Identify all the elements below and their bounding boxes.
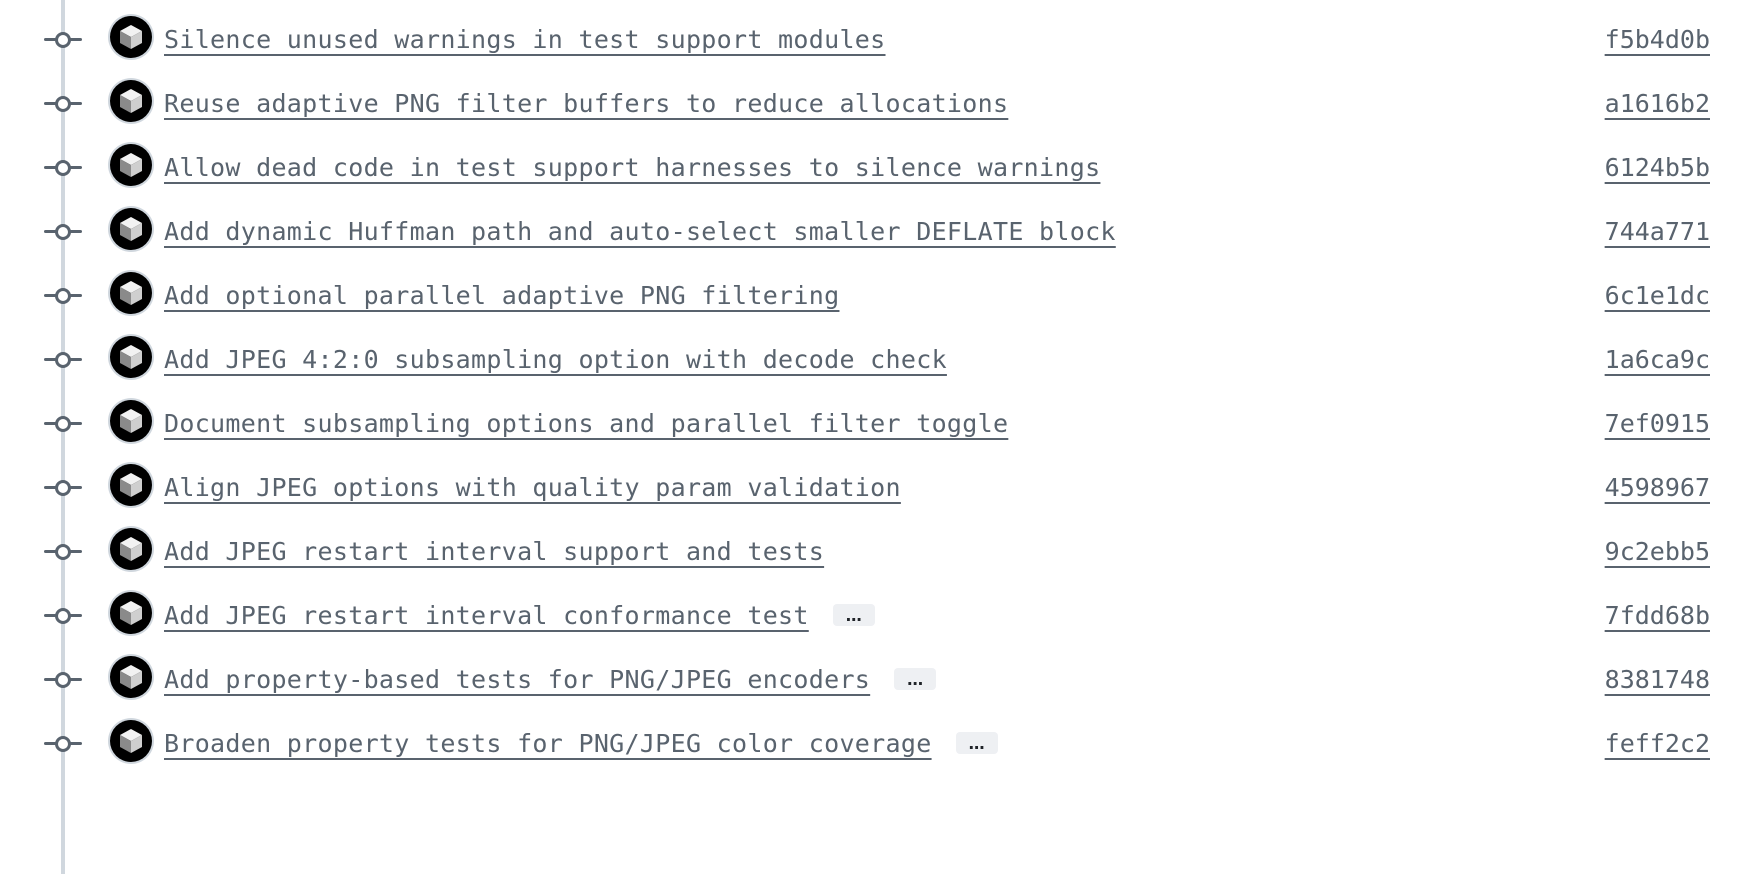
- commit-sha-link[interactable]: a1616b2: [1604, 88, 1710, 118]
- commit-message-link[interactable]: Broaden property tests for PNG/JPEG color coverage: [164, 728, 932, 758]
- expand-message-button[interactable]: …: [833, 604, 875, 626]
- commit-sha-link[interactable]: 744a771: [1604, 216, 1710, 246]
- git-commit-icon: [44, 736, 82, 750]
- expand-message-button[interactable]: …: [956, 732, 998, 754]
- expand-message-button[interactable]: …: [894, 668, 936, 690]
- commit-sha-link[interactable]: 1a6ca9c: [1604, 344, 1710, 374]
- cube-avatar-icon[interactable]: [110, 528, 152, 570]
- commit-sha-link[interactable]: 9c2ebb5: [1604, 536, 1710, 566]
- commit-sha-link[interactable]: 6c1e1dc: [1604, 280, 1710, 310]
- git-commit-icon: [44, 352, 82, 366]
- commit-sha-link[interactable]: feff2c2: [1604, 728, 1710, 758]
- git-commit-icon: [44, 288, 82, 302]
- git-commit-icon: [44, 608, 82, 622]
- commit-message-link[interactable]: Align JPEG options with quality param validation: [164, 472, 901, 502]
- commit-row: [0, 640, 1764, 712]
- commit-message-link[interactable]: Reuse adaptive PNG filter buffers to reduce allocations: [164, 88, 1009, 118]
- commit-row: [0, 64, 1764, 136]
- cube-avatar-icon[interactable]: [110, 656, 152, 698]
- cube-avatar-icon[interactable]: [110, 720, 152, 762]
- commit-sha-link[interactable]: 7ef0915: [1604, 408, 1710, 438]
- cube-avatar-icon[interactable]: [110, 144, 152, 186]
- commit-message-link[interactable]: Add property-based tests for PNG/JPEG encoders: [164, 664, 871, 694]
- git-commit-icon: [44, 672, 82, 686]
- commit-row: [0, 128, 1764, 200]
- commit-message-link[interactable]: Add optional parallel adaptive PNG filtering: [164, 280, 840, 310]
- cube-avatar-icon[interactable]: [110, 208, 152, 250]
- commit-message-link[interactable]: Silence unused warnings in test support modules: [164, 24, 886, 54]
- commit-row: [0, 448, 1764, 520]
- commit-sha-link[interactable]: 4598967: [1604, 472, 1710, 502]
- commit-row: [0, 192, 1764, 264]
- git-commit-icon: [44, 480, 82, 494]
- commit-sha-link[interactable]: 7fdd68b: [1604, 600, 1710, 630]
- git-commit-icon: [44, 32, 82, 46]
- cube-avatar-icon[interactable]: [110, 80, 152, 122]
- commit-row: [0, 704, 1764, 776]
- commit-message-link[interactable]: Add JPEG 4:2:0 subsampling option with decode check: [164, 344, 947, 374]
- git-commit-icon: [44, 160, 82, 174]
- commit-message-link[interactable]: Add dynamic Huffman path and auto-select smaller DEFLATE block: [164, 216, 1116, 246]
- commit-sha-link[interactable]: 8381748: [1604, 664, 1710, 694]
- commit-sha-link[interactable]: 6124b5b: [1604, 152, 1710, 182]
- git-commit-icon: [44, 96, 82, 110]
- commit-row: [0, 384, 1764, 456]
- commit-row: [0, 256, 1764, 328]
- commit-row: [0, 512, 1764, 584]
- commit-sha-link[interactable]: f5b4d0b: [1604, 24, 1710, 54]
- commit-row: [0, 0, 1764, 72]
- git-commit-icon: [44, 544, 82, 558]
- cube-avatar-icon[interactable]: [110, 16, 152, 58]
- commit-message-link[interactable]: Allow dead code in test support harnesses to silence warnings: [164, 152, 1101, 182]
- commit-message-link[interactable]: Document subsampling options and parallel filter toggle: [164, 408, 1009, 438]
- cube-avatar-icon[interactable]: [110, 336, 152, 378]
- commit-message-link[interactable]: Add JPEG restart interval support and tests: [164, 536, 825, 566]
- commit-message-link[interactable]: Add JPEG restart interval conformance test: [164, 600, 809, 630]
- git-commit-icon: [44, 224, 82, 238]
- commit-row: [0, 320, 1764, 392]
- git-commit-icon: [44, 416, 82, 430]
- cube-avatar-icon[interactable]: [110, 400, 152, 442]
- cube-avatar-icon[interactable]: [110, 272, 152, 314]
- cube-avatar-icon[interactable]: [110, 592, 152, 634]
- commit-row: [0, 576, 1764, 648]
- cube-avatar-icon[interactable]: [110, 464, 152, 506]
